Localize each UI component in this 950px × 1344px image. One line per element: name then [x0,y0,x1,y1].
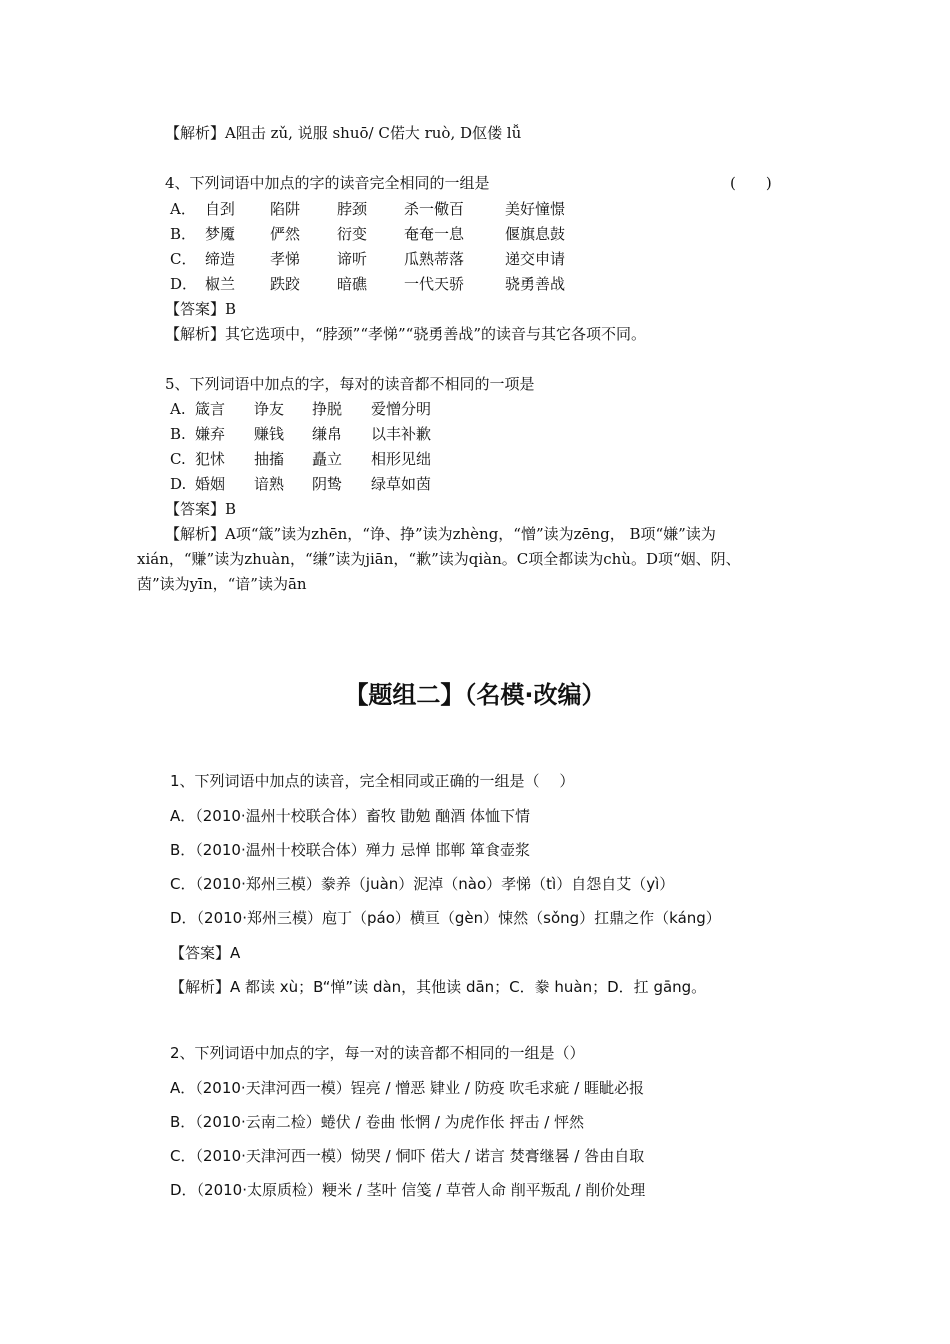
q4-option-c [170,249,565,269]
g2q1-explanation: 【解析】A 都读 xù；B“惮”读 dàn，其他读 dān；C．豢 huàn；D．扛 gāng。 [170,978,707,996]
option-word: 以丰补歉 [371,425,432,443]
q4-option-d [170,274,565,294]
option-word: 孝悌 [270,250,301,268]
option-word: 陷阱 [270,200,301,218]
q4-option-a [170,199,565,219]
q5-option-b [170,424,431,444]
option-word: 谛听 [337,250,368,268]
option-word: 梦魇 [205,225,236,243]
g2q2-option-b: B．（2010·云南二检）蜷伏 / 卷曲 怅惘 / 为虎作伥 抨击 / 怦然 [170,1113,585,1131]
g2q2-option-d: D．（2010·太原质检）粳米 / 茎叶 信笺 / 草菅人命 削平叛乱 / 削价处理 [170,1181,646,1199]
option-word: 犯怵 [195,450,226,468]
option-word: 衍变 [337,225,368,243]
question-5-text: 5、下列词语中加点的字，每对的读音都不相同的一项是 [165,375,535,393]
option-word: 婚姻 [195,475,226,493]
option-word: 瓜熟蒂落 [404,250,465,268]
g2q1-text: 1、下列词语中加点的读音，完全相同或正确的一组是（ ） [170,772,575,790]
g2q1-option-d: D．（2010·郑州三模）庖丁（páo）横亘（gèn）悚然（sǒng）扛鼎之作（káng） [170,909,721,927]
option-word: 骁勇善战 [505,275,566,293]
q4-option-b [170,224,565,244]
q5-answer: 【答案】B [165,500,237,518]
g2q2-option-a: A．（2010·天津河西一模）锃亮 / 憎恶 肄业 / 防疫 吹毛求疵 / 睚眦必报 [170,1079,645,1097]
option-word: 绿草如茵 [371,475,432,493]
option-word: 俨然 [270,225,301,243]
g2q2-option-c: C．（2010·天津河西一模）恸哭 / 恫吓 偌大 / 诺言 焚膏继晷 / 咎由自取 [170,1147,645,1165]
option-word: 阴鸷 [312,475,343,493]
option-word: 一代天骄 [404,275,465,293]
option-word: 美好憧憬 [505,200,566,218]
q5-option-c [170,449,431,469]
q5-explanation-line-1: 【解析】A项“箴”读为zhēn，“诤、挣”读为zhèng，“憎”读为zēng， B项“嫌”读为 [165,525,716,543]
option-word: 相形见绌 [371,450,432,468]
option-label: D. [170,475,187,493]
option-word: 抽搐 [254,450,285,468]
g2q1-answer: 【答案】A [170,944,241,962]
option-label: B. [170,425,186,443]
option-word: 谙熟 [254,475,285,493]
option-word: 诤友 [254,400,285,418]
option-word: 缔造 [205,250,236,268]
option-label: A. [170,400,186,418]
g2q1-option-b: B．（2010·温州十校联合体）殚力 忌惮 邯郸 箪食壶浆 [170,841,531,859]
option-word: 奄奄一息 [404,225,465,243]
option-word: 椒兰 [205,275,236,293]
option-word: 脖颈 [337,200,368,218]
option-word: 暗礁 [337,275,368,293]
g2q2-text: 2、下列词语中加点的字，每一对的读音都不相同的一组是（） [170,1044,585,1062]
option-word: 爱憎分明 [371,400,432,418]
option-label: A． [170,200,196,218]
option-word: 缣帛 [312,425,343,443]
option-word: 自刭 [205,200,236,218]
q5-explanation-line-2: xián，“赚”读为zhuàn，“缣”读为jiān，“歉”读为qiàn。C项全都读为chù。D项“姻、阴、 [137,550,741,568]
question-4-paren: ( ) [730,174,772,192]
option-word: 递交申请 [505,250,566,268]
option-word: 跌跤 [270,275,301,293]
g2q1-option-a: A．（2010·温州十校联合体）畜牧 勖勉 酗酒 体恤下情 [170,807,531,825]
explanation-prev: 【解析】A阻击 zǔ, 说服 shuō/ C偌大 ruò, D伛偻 lǚ [165,124,522,142]
g2q1-option-c: C．（2010·郑州三模）豢养（juàn）泥淖（nào）孝悌（tì）自怨自艾（yì） [170,875,675,893]
option-word: 赚钱 [254,425,285,443]
option-word: 杀一儆百 [404,200,465,218]
option-label: C． [170,250,197,268]
section-heading: 【题组二】（名模·改编） [344,681,606,709]
q5-explanation-line-3: 茵”读为yīn，“谙”读为ān [137,575,307,593]
question-4-text: 4、下列词语中加点的字的读音完全相同的一组是 [165,174,490,192]
option-word: 挣脱 [312,400,343,418]
option-word: 矗立 [312,450,343,468]
option-label: C. [170,450,186,468]
option-word: 箴言 [195,400,226,418]
option-label: D． [170,275,198,293]
option-word: 嫌弃 [195,425,226,443]
q4-answer: 【答案】B [165,300,237,318]
option-word: 偃旗息鼓 [505,225,566,243]
q4-explanation: 【解析】其它选项中，“脖颈”“孝悌”“骁勇善战”的读音与其它各项不同。 [165,325,647,343]
q5-option-a [170,399,431,419]
option-label: B． [170,225,197,243]
q5-option-d [170,474,431,494]
